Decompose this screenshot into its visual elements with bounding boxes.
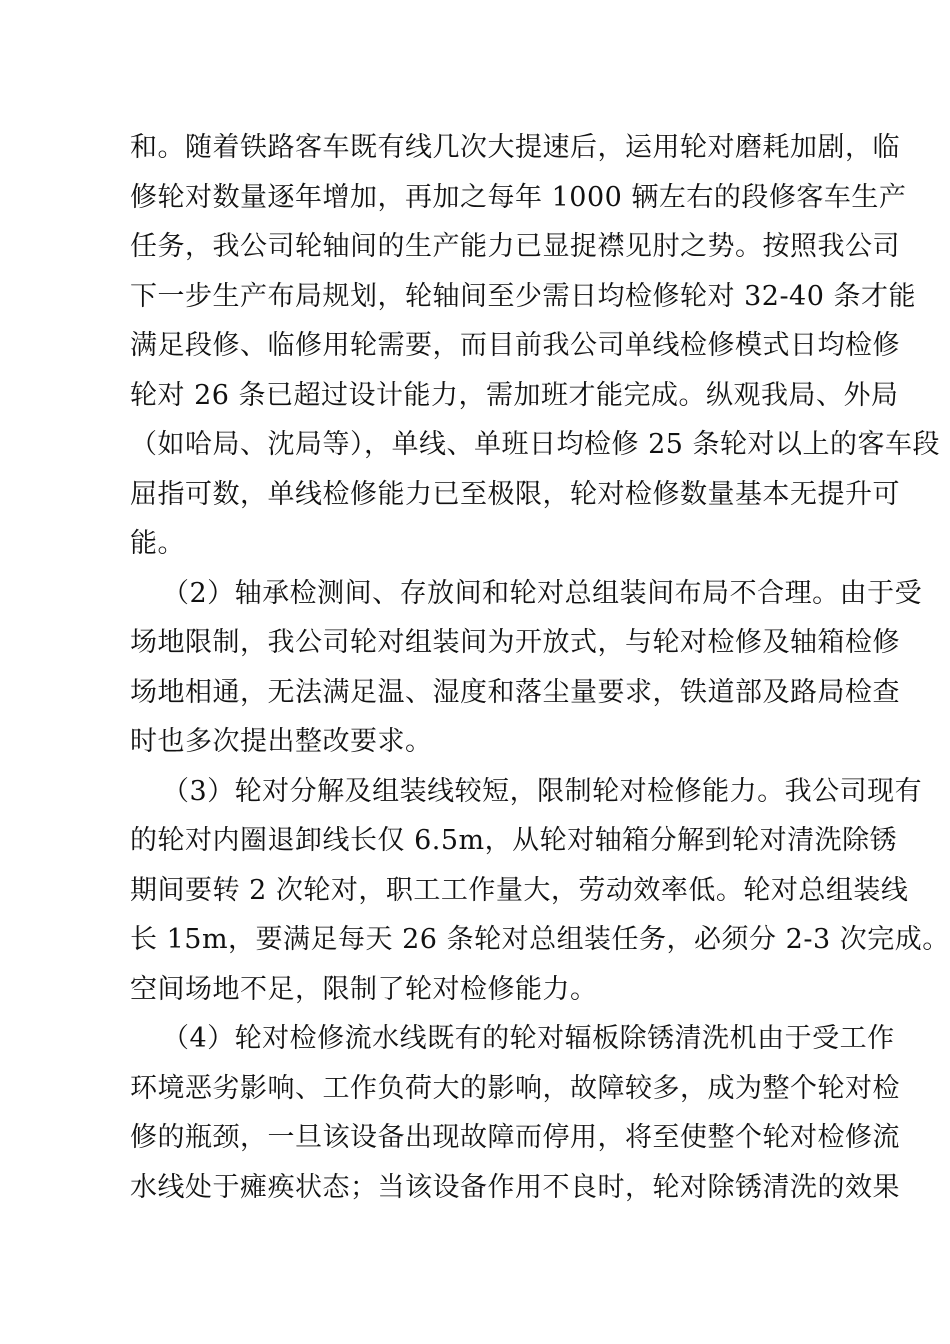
text-line: 场地限制，我公司轮对组装间为开放式，与轮对检修及轴箱检修 — [130, 627, 900, 658]
text-line: 时也多次提出整改要求。 — [130, 726, 433, 757]
paragraph-2 — [130, 569, 923, 767]
text-line: 水线处于瘫痪状态；当该设备作用不良时，轮对除锈清洗的效果 — [130, 1171, 900, 1203]
paragraph-3 — [130, 767, 950, 1015]
text-line: 满足段修、临修用轮需要，而目前我公司单线检修模式日均检修 — [130, 330, 900, 361]
text-line: 轮对 26 条已超过设计能力，需加班才能完成。纵观我局、外局 — [130, 379, 899, 411]
text-line: 和。随着铁路客车既有线几次大提速后，运用轮对磨耗加剧，临 — [130, 132, 900, 163]
text-line: 下一步生产布局规划，轮轴间至少需日均检修轮对 32-40 条才能 — [130, 280, 916, 312]
text-line: 屈指可数，单线检修能力已至极限，轮对检修数量基本无提升可 — [130, 478, 900, 510]
text-line: 长 15m，要满足每天 26 条轮对总组装任务，必须分 2-3 次完成。 — [130, 924, 950, 955]
paragraph-4 — [130, 1014, 900, 1212]
text-line: 环境恶劣影响、工作负荷大的影响，故障较多，成为整个轮对检 — [130, 1072, 900, 1104]
paragraph-1 — [130, 123, 941, 569]
text-line: 修的瓶颈，一旦该设备出现故障而停用，将至使整个轮对检修流 — [130, 1122, 900, 1153]
text-line: （4）轮对检修流水线既有的轮对辐板除锈清洗机由于受工作 — [162, 1023, 895, 1054]
text-line: （如哈局、沈局等），单线、单班日均检修 25 条轮对以上的客车段 — [130, 429, 941, 460]
text-line: 场地相通，无法满足温、湿度和落尘量要求，铁道部及路局检查 — [130, 676, 900, 708]
text-line: 能。 — [130, 528, 185, 559]
text-line: （3）轮对分解及组装线较短，限制轮对检修能力。我公司现有 — [162, 775, 923, 807]
body-text — [130, 123, 950, 1212]
text-line: 任务，我公司轮轴间的生产能力已显捉襟见肘之势。按照我公司 — [130, 231, 900, 262]
text-line: 空间场地不足，限制了轮对检修能力。 — [130, 973, 598, 1005]
text-line: 的轮对内圈退卸线长仅 6.5m，从轮对轴箱分解到轮对清洗除锈 — [130, 825, 898, 856]
text-line: （2）轴承检测间、存放间和轮对总组装间布局不合理。由于受 — [162, 577, 923, 609]
text-line: 修轮对数量逐年增加，再加之每年 1000 辆左右的段修客车生产 — [130, 181, 907, 213]
text-line: 期间要转 2 次轮对，职工工作量大，劳动效率低。轮对总组装线 — [130, 874, 909, 906]
